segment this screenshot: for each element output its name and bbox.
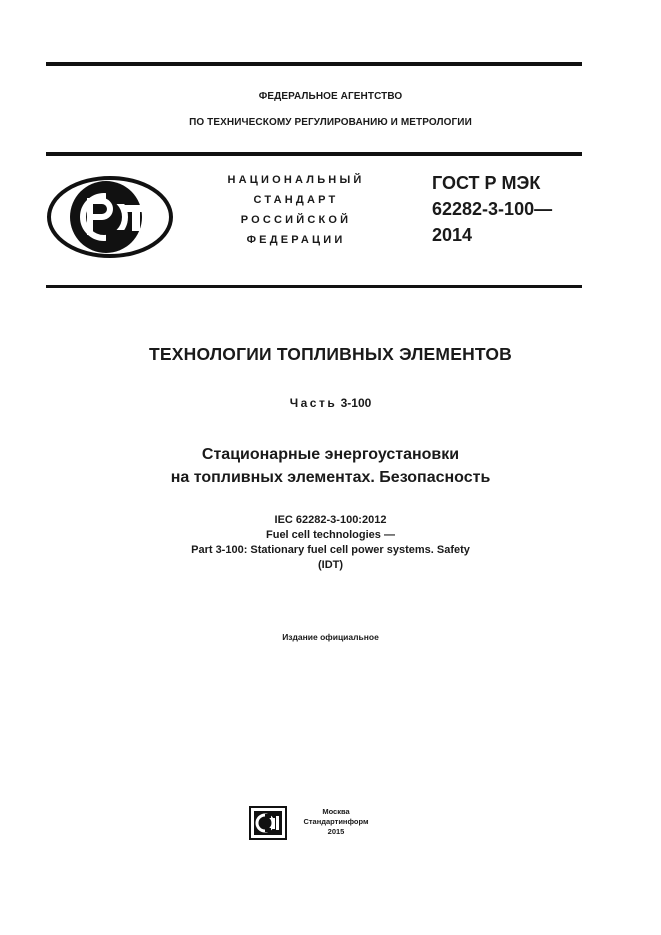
standartinform-logo-icon — [249, 806, 287, 840]
iec-line-1: IEC 62282-3-100:2012 — [274, 514, 387, 526]
subtitle-line-1: Стационарные энергоустановки — [201, 446, 460, 463]
header-rule — [46, 152, 582, 156]
rst-logo-icon — [46, 175, 174, 259]
national-line-4: ФЕДЕРАЦИИ — [246, 234, 346, 246]
part-number: 3-100 — [340, 396, 372, 410]
designation-line-2: 62282-3-100— — [432, 199, 553, 219]
part-heading — [0, 396, 661, 410]
iec-reference — [0, 513, 661, 573]
document-subtitle — [0, 443, 661, 489]
designation-line-3: 2014 — [432, 225, 473, 245]
top-rule — [46, 62, 582, 66]
agency-line-2: ПО ТЕХНИЧЕСКОМУ РЕГУЛИРОВАНИЮ И МЕТРОЛОГИИ — [189, 117, 472, 128]
agency-line-1: ФЕДЕРАЛЬНОЕ АГЕНТСТВО — [258, 91, 403, 102]
national-line-2: СТАНДАРТ — [253, 194, 339, 206]
iec-line-3: Part 3-100: Stationary fuel cell power systems. Safety — [191, 544, 470, 556]
designation-line-1: ГОСТ Р МЭК — [432, 173, 541, 193]
publisher-city: Москва — [322, 807, 350, 816]
publisher-name: Стандартинформ — [303, 817, 369, 826]
subtitle-line-2: на топливных элементах. Безопасность — [170, 469, 491, 486]
national-standard-label — [196, 170, 396, 250]
edition-note: Издание официальное — [282, 632, 379, 642]
part-label: Часть — [289, 396, 338, 410]
publisher-info — [292, 807, 380, 837]
standard-designation — [432, 170, 552, 248]
iec-line-4: (IDT) — [317, 559, 344, 571]
iec-line-2: Fuel cell technologies — — [266, 529, 395, 541]
national-line-3: РОССИЙСКОЙ — [240, 214, 352, 226]
publisher-year: 2015 — [327, 827, 345, 836]
standard-block-rule — [46, 285, 582, 288]
national-line-1: НАЦИОНАЛЬНЫЙ — [227, 174, 365, 186]
document-title: ТЕХНОЛОГИИ ТОПЛИВНЫХ ЭЛЕМЕНТОВ — [148, 344, 513, 364]
